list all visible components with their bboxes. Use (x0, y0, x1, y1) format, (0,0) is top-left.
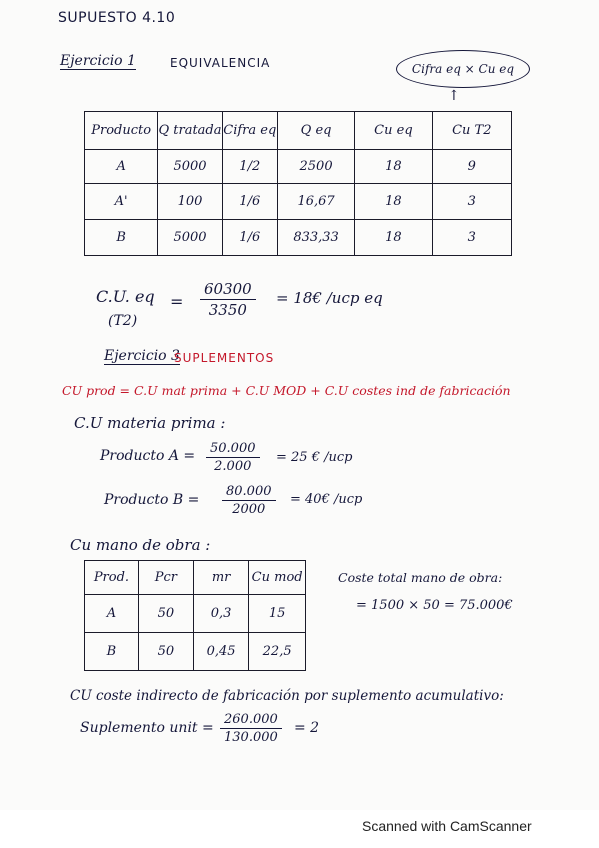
fraction-denominator: 130.000 (224, 730, 278, 745)
cu-eq-sub-label: (T2) (108, 313, 138, 329)
table-cell: A (85, 595, 139, 633)
header-cell: Pcr (138, 561, 193, 595)
suplemento-label: Suplemento unit = (80, 720, 214, 736)
table-cell: 1/6 (222, 220, 277, 256)
table-cell: 22,5 (249, 633, 306, 671)
table-cell: B (85, 633, 139, 671)
table-cell: 5000 (158, 220, 222, 256)
table-header-row (85, 561, 306, 595)
table-cell: 18 (355, 184, 432, 220)
exercise-3-subtitle: SUPLEMENTOS (174, 351, 275, 365)
up-arrow-icon: ↑ (448, 88, 460, 104)
table-cell: 15 (249, 595, 306, 633)
fraction-denominator: 2.000 (214, 459, 252, 474)
table-cell: 0,3 (193, 595, 248, 633)
materia-prima-title: C.U materia prima : (74, 414, 226, 432)
table-cell: 2500 (277, 150, 354, 184)
header-cell: Q eq (277, 112, 354, 150)
table-cell: 3 (432, 220, 511, 256)
header-cell: Cu mod (249, 561, 306, 595)
table-cell: 1/2 (222, 150, 277, 184)
fraction-denominator: 2000 (232, 502, 266, 517)
fraction-numerator: 50.000 (206, 441, 260, 458)
producto-a-result: = 25 € /ucp (276, 450, 353, 465)
table-cell: 16,67 (277, 184, 354, 220)
exercise-1-subtitle: EQUIVALENCIA (170, 56, 271, 70)
table-cell: 9 (432, 150, 511, 184)
header-cell: Producto (85, 112, 158, 150)
table-cell: 1/6 (222, 184, 277, 220)
table-cell: 0,45 (193, 633, 248, 671)
header-cell: mr (193, 561, 248, 595)
table-cell: A' (85, 184, 158, 220)
table-row (85, 220, 512, 256)
producto-a-label: Producto A = (100, 448, 196, 464)
producto-b-result: = 40€ /ucp (290, 492, 363, 507)
table-cell: 100 (158, 184, 222, 220)
fraction-denominator: 3350 (208, 301, 247, 319)
suplemento-fraction (220, 712, 282, 745)
mano-obra-title: Cu mano de obra : (70, 536, 211, 554)
producto-a-fraction (206, 441, 260, 474)
scanner-watermark: Scanned with CamScanner (362, 818, 532, 834)
coste-total-label: Coste total mano de obra: (338, 570, 503, 585)
header-cell: Prod. (85, 561, 139, 595)
fraction-numerator: 60300 (200, 280, 256, 300)
suplemento-result: = 2 (294, 720, 320, 736)
exercise-3-label: Ejercicio 3 (104, 348, 180, 364)
header-cell: Cu eq (355, 112, 432, 150)
equals-sign: = (170, 292, 184, 311)
table-row (85, 150, 512, 184)
mano-obra-table (84, 560, 306, 671)
formula-bubble: Cifra eq × Cu eq (396, 50, 530, 88)
producto-b-label: Producto B = (104, 492, 200, 508)
table-cell: 50 (138, 633, 193, 671)
producto-b-fraction (222, 484, 276, 517)
cu-eq-result: = 18€ /ucp eq (276, 289, 383, 307)
coste-total-calc: = 1500 × 50 = 75.000€ (356, 598, 513, 613)
header-cell: Cifra eq (222, 112, 277, 150)
fraction-numerator: 80.000 (222, 484, 276, 501)
table-header-row (85, 112, 512, 150)
table-cell: 833,33 (277, 220, 354, 256)
table-cell: 50 (138, 595, 193, 633)
table-cell: 3 (432, 184, 511, 220)
exercise-1-label: Ejercicio 1 (60, 53, 136, 69)
table-cell: 18 (355, 150, 432, 184)
table-row (85, 633, 306, 671)
cu-eq-label: C.U. eq (96, 287, 155, 306)
page-title: SUPUESTO 4.10 (58, 10, 176, 26)
indirect-cost-title: CU coste indirecto de fabricación por suplemento acumulativo: (70, 688, 504, 704)
table-row (85, 595, 306, 633)
equivalence-table (84, 111, 512, 256)
cu-eq-fraction (200, 280, 256, 319)
cost-formula: CU prod = C.U mat prima + C.U MOD + C.U costes ind de fabricación (62, 383, 511, 398)
fraction-numerator: 260.000 (220, 712, 282, 729)
table-cell: 5000 (158, 150, 222, 184)
header-cell: Q tratada (158, 112, 222, 150)
table-cell: B (85, 220, 158, 256)
table-row (85, 184, 512, 220)
header-cell: Cu T2 (432, 112, 511, 150)
table-cell: 18 (355, 220, 432, 256)
table-cell: A (85, 150, 158, 184)
